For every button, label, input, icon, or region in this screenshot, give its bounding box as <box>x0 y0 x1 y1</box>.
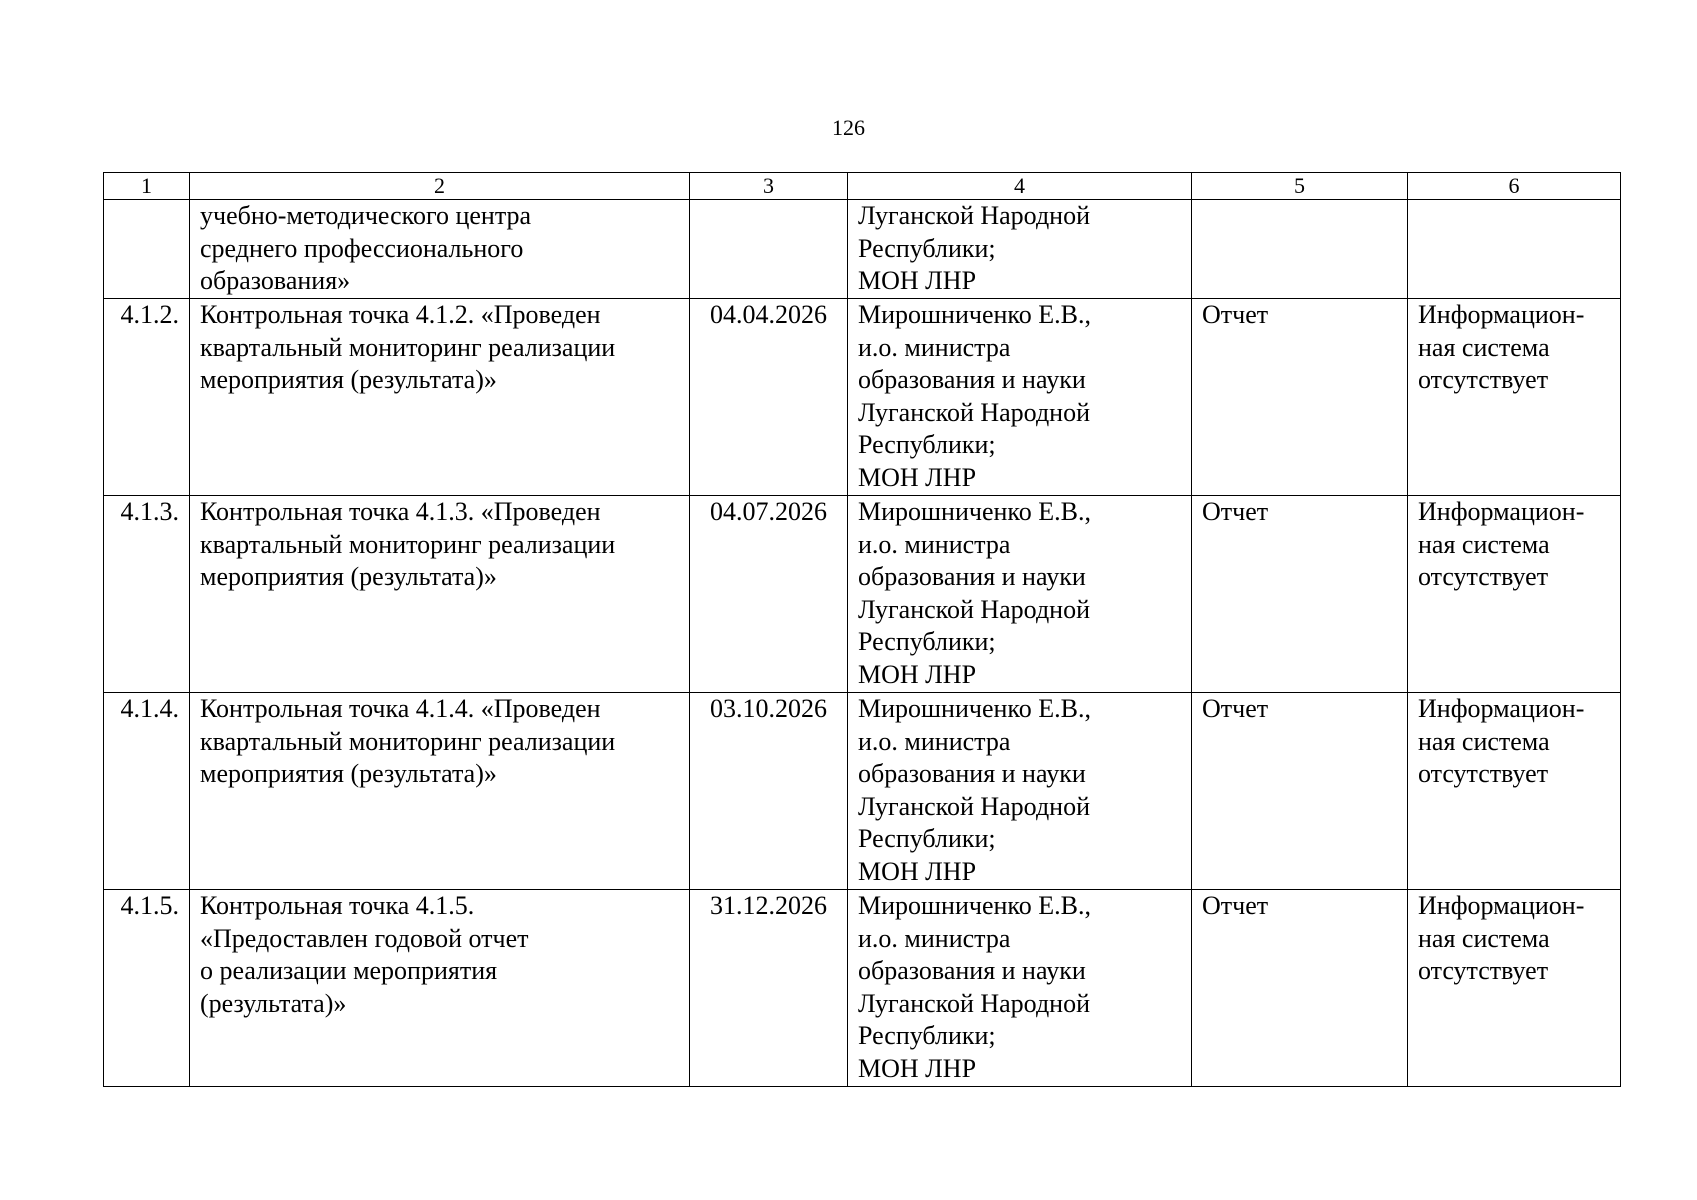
information-system: Информацион- ная система отсутствует <box>1408 299 1621 496</box>
information-system: Информацион- ная система отсутствует <box>1408 890 1621 1087</box>
row-number: 4.1.3. <box>104 496 190 693</box>
responsible-person: Мирошниченко Е.В., и.о. министра образования и науки Луганской Народной Республики; МОН ЛНР <box>848 496 1192 693</box>
control-point-name: Контрольная точка 4.1.5. «Предоставлен годовой отчет о реализации мероприятия (результата)» <box>190 890 690 1087</box>
table-row <box>104 890 1621 1087</box>
information-system <box>1408 200 1621 299</box>
responsible-person: Мирошниченко Е.В., и.о. министра образования и науки Луганской Народной Республики; МОН ЛНР <box>848 693 1192 890</box>
row-number <box>104 200 190 299</box>
document-type <box>1192 200 1408 299</box>
control-point-date: 04.04.2026 <box>690 299 848 496</box>
header-col-3: 3 <box>690 173 848 200</box>
responsible-person: Мирошниченко Е.В., и.о. министра образования и науки Луганской Народной Республики; МОН ЛНР <box>848 299 1192 496</box>
control-points-table <box>103 172 1621 1087</box>
control-point-name: Контрольная точка 4.1.2. «Проведен квартальный мониторинг реализации мероприятия (результата)» <box>190 299 690 496</box>
control-point-name: учебно-методического центра среднего профессионального образования» <box>190 200 690 299</box>
document-type: Отчет <box>1192 496 1408 693</box>
header-col-1: 1 <box>104 173 190 200</box>
control-point-date <box>690 200 848 299</box>
control-point-date: 31.12.2026 <box>690 890 848 1087</box>
document-type: Отчет <box>1192 693 1408 890</box>
control-point-name: Контрольная точка 4.1.4. «Проведен квартальный мониторинг реализации мероприятия (результата)» <box>190 693 690 890</box>
row-number: 4.1.2. <box>104 299 190 496</box>
table-header-row <box>104 173 1621 200</box>
page-number: 126 <box>832 115 865 140</box>
control-point-date: 04.07.2026 <box>690 496 848 693</box>
header-col-6: 6 <box>1408 173 1621 200</box>
header-col-4: 4 <box>848 173 1192 200</box>
control-point-name: Контрольная точка 4.1.3. «Проведен квартальный мониторинг реализации мероприятия (результата)» <box>190 496 690 693</box>
header-col-2: 2 <box>190 173 690 200</box>
document-type: Отчет <box>1192 890 1408 1087</box>
document-type: Отчет <box>1192 299 1408 496</box>
responsible-person: Луганской Народной Республики; МОН ЛНР <box>848 200 1192 299</box>
table-row <box>104 299 1621 496</box>
row-number: 4.1.5. <box>104 890 190 1087</box>
control-point-date: 03.10.2026 <box>690 693 848 890</box>
information-system: Информацион- ная система отсутствует <box>1408 496 1621 693</box>
responsible-person: Мирошниченко Е.В., и.о. министра образования и науки Луганской Народной Республики; МОН ЛНР <box>848 890 1192 1087</box>
table-row <box>104 693 1621 890</box>
table-row <box>104 496 1621 693</box>
row-number: 4.1.4. <box>104 693 190 890</box>
header-col-5: 5 <box>1192 173 1408 200</box>
table-row <box>104 200 1621 299</box>
information-system: Информацион- ная система отсутствует <box>1408 693 1621 890</box>
